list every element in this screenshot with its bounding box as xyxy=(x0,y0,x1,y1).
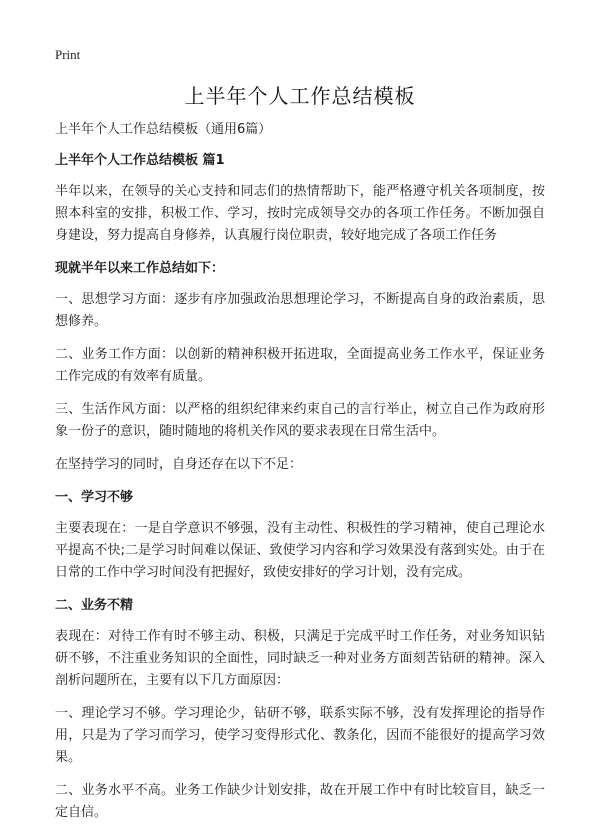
summary-heading: 现就半年以来工作总结如下： xyxy=(55,261,225,276)
point-1-paragraph: 一、思想学习方面：逐步有序加强政治思想理论学习，不断提高自身的政治素质，思想修养。 xyxy=(55,292,545,329)
shortcoming-2-heading: 二、业务不精 xyxy=(55,598,134,613)
point-3-paragraph: 三、生活作风方面：以严格的组织纪律来约束自己的言行举止，树立自己作为政府形象一份子的意识，随时随地的将机关作风的要求表现在日常生活中。 xyxy=(55,402,545,439)
document-body xyxy=(55,119,545,835)
section-heading: 上半年个人工作总结模板 篇1 xyxy=(55,153,225,168)
shortcoming-1-heading: 一、学习不够 xyxy=(55,490,134,505)
shortcoming-2-paragraph: 表现在：对待工作有时不够主动、积极，只满足于完成平时工作任务，对业务知识钻研不够，不注重业务知识的全面性，同时缺乏一种对业务方面刻苦钻研的精神。深入剖析问题所在，主要有以下几方面原因： xyxy=(55,629,545,688)
shortcomings-intro: 在坚持学习的同时，自身还存在以下不足： xyxy=(55,457,303,472)
reason-2-paragraph: 二、业务水平不高。业务工作缺少计划安排，故在开展工作中有时比较盲目，缺乏一定自信。 xyxy=(55,783,545,820)
document-subtitle: 上半年个人工作总结模板（通用6篇） xyxy=(55,122,272,137)
intro-paragraph: 半年以来，在领导的关心支持和同志们的热情帮助下，能严格遵守机关各项制度，按照本科室的安排，积极工作、学习，按时完成领导交办的各项工作任务。不断加强自身建设，努力提高自身修养，认真履行岗位职责，较好地完成了各项工作任务 xyxy=(55,184,545,243)
page-title: 上半年个人工作总结模板 xyxy=(184,84,416,108)
shortcoming-1-paragraph: 主要表现在：一是自学意识不够强，没有主动性、积极性的学习精神，使自己理论水平提高不快;二是学习时间难以保证、致使学习内容和学习效果没有落到实处。由于在日常的工作中学习时间没有把握好，致使安排好的学习计划，没有完成。 xyxy=(55,521,545,580)
point-2-paragraph: 二、业务工作方面：以创新的精神积极开拓进取，全面提高业务工作水平，保证业务工作完成的有效率有质量。 xyxy=(55,347,545,384)
reason-1-paragraph: 一、理论学习不够。学习理论少，钻研不够，联系实际不够，没有发挥理论的指导作用，只是为了学习而学习，使学习变得形式化、教条化，因而不能很好的提高学习效果。 xyxy=(55,706,545,765)
print-label: Print xyxy=(55,47,81,62)
